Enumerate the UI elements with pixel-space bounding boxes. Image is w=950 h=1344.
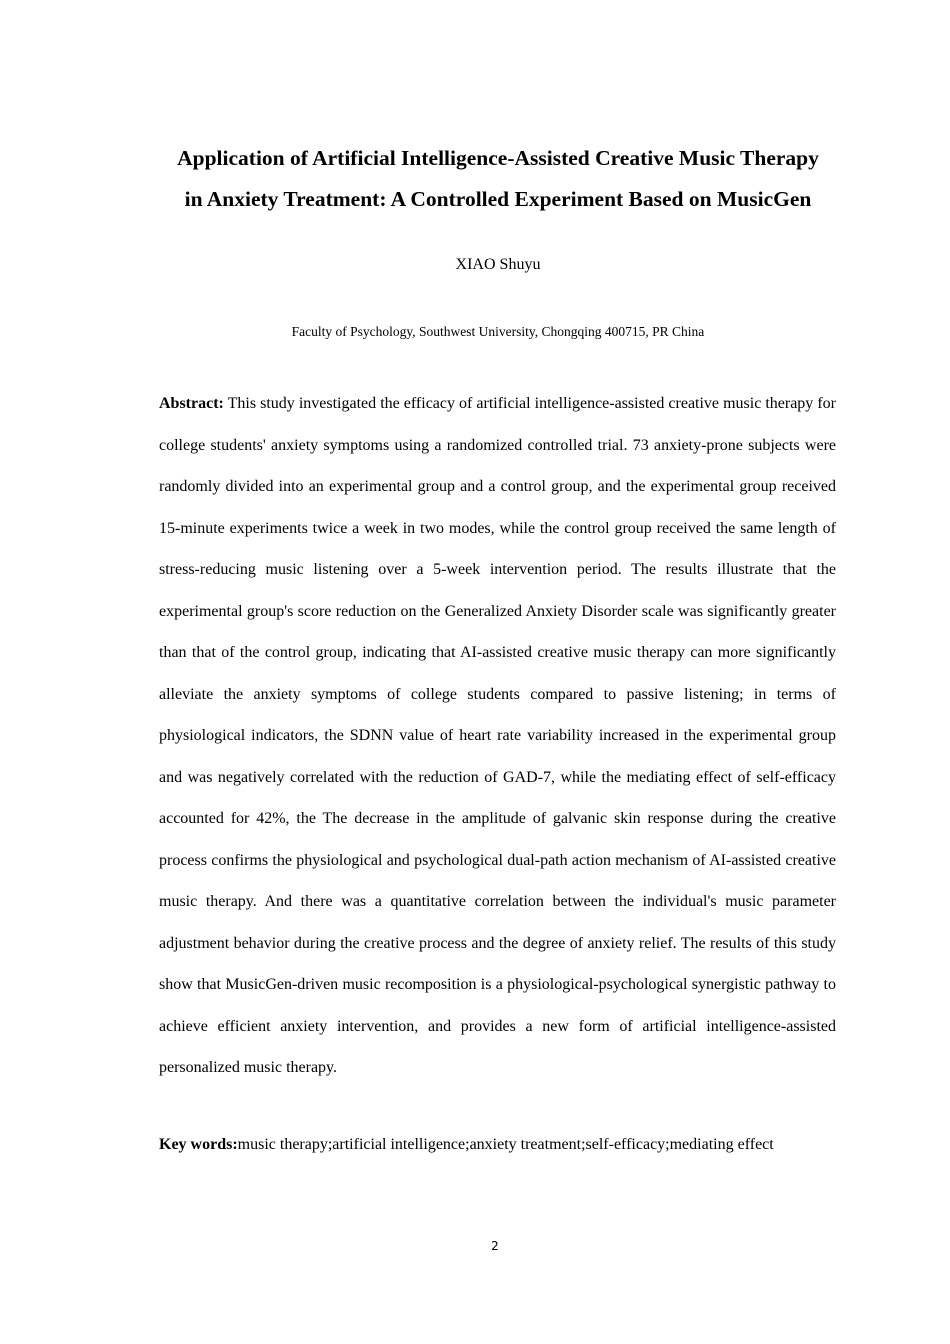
paper-title-line-2: in Anxiety Treatment: A Controlled Experiment Based on MusicGen [184,187,812,211]
abstract-label: Abstract: [159,395,224,412]
keywords-line [159,1133,849,1157]
paper-title-line-1: Application of Artificial Intelligence-Assisted Creative Music Therapy [177,146,819,170]
page-number: 2 [491,1239,499,1253]
keywords-label: Key words: [159,1136,238,1153]
keywords-text: music therapy;artificial intelligence;anxiety treatment;self-efficacy;mediating effect [237,1136,774,1153]
author-affiliation: Faculty of Psychology, Southwest University, Chongqing 400715, PR China [291,324,705,339]
paper-title [150,138,846,220]
abstract-paragraph [159,383,836,1089]
author-name: XIAO Shuyu [455,256,541,273]
abstract-text: This study investigated the efficacy of artificial intelligence-assisted creative music therapy for college students' anxiety symptoms using a randomized controlled trial. 73 anxiety-prone subjects were randomly divided into an experimental group and a control group, and the experimental group received 15-minute experiments twice a week in two modes, while the control group received the same length of stress-reducing music listening over a 5-week intervention period. The results illustrate that the experimental group's score reduction on the Generalized Anxiety Disorder scale was significantly greater than that of the control group, indicating that AI-assisted creative music therapy can more significantly alleviate the anxiety symptoms of college students compared to passive listening; in terms of physiological indicators, the SDNN value of heart rate variability increased in the experimental group and was negatively correlated with the reduction of GAD-7, while the mediating effect of self-efficacy accounted for 42%, the The decrease in the amplitude of galvanic skin response during the creative process confirms the physiological and psychological dual-path action mechanism of AI-assisted creative music therapy. And there was a quantitative correlation between the individual's music parameter adjustment behavior during the creative process and the degree of anxiety relief. The results of this study show that MusicGen-driven music recomposition is a physiological-psychological synergistic pathway to achieve efficient anxiety intervention, and provides a new form of artificial intelligence-assisted personalized music therapy. [159,395,837,1076]
